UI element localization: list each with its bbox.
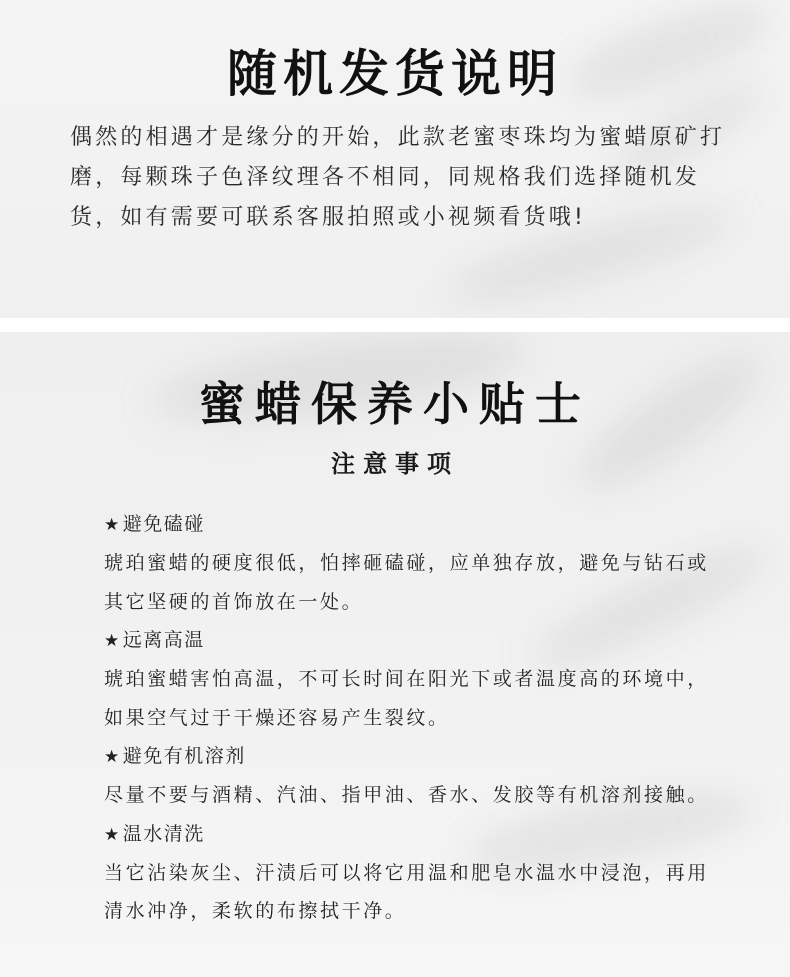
tip-heading-text: 远离高温	[122, 629, 205, 651]
care-tip	[104, 815, 714, 931]
shipping-paragraph: 偶然的相遇才是缘分的开始，此款老蜜枣珠均为蜜蜡原矿打磨，每颗珠子色泽纹理各不相同，同规格我们选择随机发货，如有需要可联系客服拍照或小视频看货哦!	[70, 125, 726, 230]
star-icon: ★	[104, 515, 121, 535]
care-title: 蜜蜡保养小贴士	[199, 377, 591, 431]
care-tip	[104, 505, 714, 621]
star-icon: ★	[104, 824, 121, 845]
tip-heading-text: 温水清洗	[122, 822, 205, 845]
star-icon: ★	[104, 747, 121, 767]
tip-heading	[104, 737, 714, 776]
care-subtitle: 注意事项	[331, 449, 459, 478]
tip-body: 当它沾染灰尘、汗渍后可以将它用温和肥皂水温水中浸泡，再用清水冲净，柔软的布擦拭干净。	[104, 861, 709, 922]
care-tip	[104, 621, 714, 737]
tip-heading	[104, 621, 714, 660]
shipping-panel	[0, 0, 790, 318]
star-icon: ★	[104, 631, 121, 651]
care-tip	[104, 737, 714, 815]
tip-heading	[104, 505, 714, 544]
tip-body: 尽量不要与酒精、汽油、指甲油、香水、发胶等有机溶剂接触。	[104, 784, 709, 806]
care-tips-list	[104, 505, 714, 931]
tip-heading	[104, 815, 714, 854]
tip-heading-text: 避免有机溶剂	[122, 745, 246, 767]
tip-body: 琥珀蜜蜡害怕高温，不可长时间在阳光下或者温度高的环境中，如果空气过于干燥还容易产生裂纹。	[104, 668, 709, 729]
shipping-title: 随机发货说明	[227, 44, 563, 103]
tip-body: 琥珀蜜蜡的硬度很低，怕摔砸磕碰，应单独存放，避免与钻石或其它坚硬的首饰放在一处。	[104, 552, 709, 613]
tip-heading-text: 避免磕碰	[122, 513, 205, 535]
